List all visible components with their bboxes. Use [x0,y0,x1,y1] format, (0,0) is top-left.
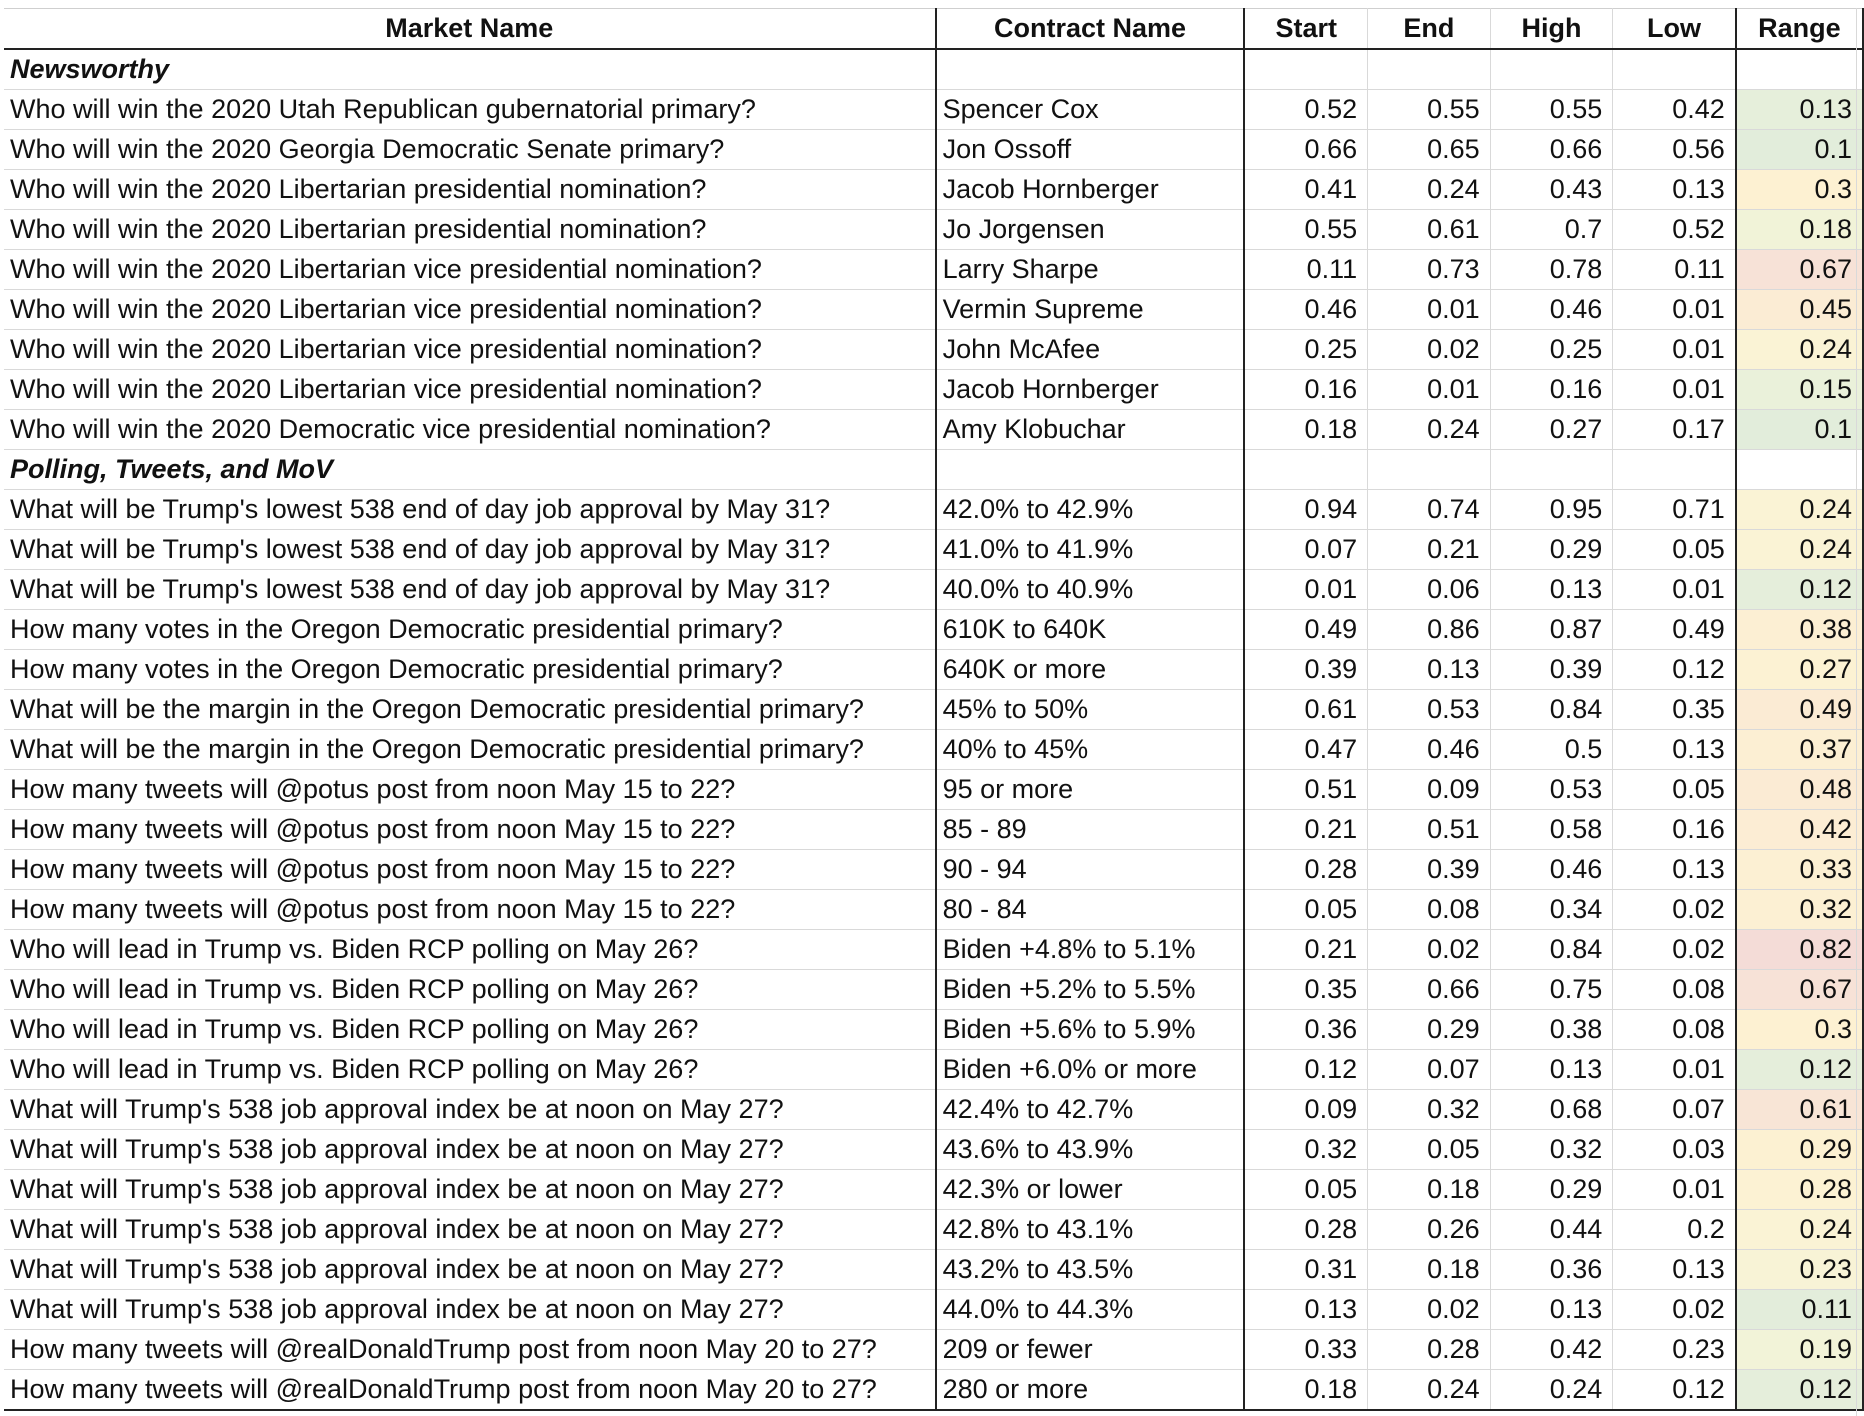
cell-range[interactable]: 0.24 [1736,330,1863,370]
cell-high[interactable]: 0.38 [1490,1010,1613,1050]
cell-high[interactable]: 0.43 [1490,170,1613,210]
table-row [4,370,1863,410]
cell-market-name[interactable]: How many tweets will @potus post from noon May 15 to 22? [4,770,936,810]
cell-contract-name[interactable]: Vermin Supreme [936,290,1245,330]
cell-low[interactable]: 0.16 [1613,810,1736,850]
cell-contract-name[interactable]: Jo Jorgensen [936,210,1245,250]
cell-contract-name[interactable]: Biden +5.2% to 5.5% [936,970,1245,1010]
table-body [4,49,1863,1410]
cell-market-name[interactable]: What will Trump's 538 job approval index be at noon on May 27? [4,1130,936,1170]
cell-low[interactable] [1613,49,1736,90]
header-high[interactable]: High [1490,9,1613,50]
cell-range[interactable]: 0.67 [1736,970,1863,1010]
cell-end[interactable]: 0.24 [1368,410,1491,450]
cell-end[interactable]: 0.01 [1368,290,1491,330]
cell-start[interactable]: 0.18 [1244,1370,1367,1411]
cell-end[interactable]: 0.02 [1368,1290,1491,1330]
cell-high[interactable]: 0.24 [1490,1370,1613,1411]
cell-start[interactable]: 0.66 [1244,130,1367,170]
cell-range[interactable]: 0.32 [1736,890,1863,930]
cell-high[interactable]: 0.27 [1490,410,1613,450]
cell-contract-name[interactable]: 610K to 640K [936,610,1245,650]
cell-contract-name[interactable] [936,49,1245,90]
cell-end[interactable]: 0.24 [1368,170,1491,210]
cell-range[interactable]: 0.45 [1736,290,1863,330]
cell-start[interactable]: 0.39 [1244,650,1367,690]
table-row [4,850,1863,890]
cell-end[interactable]: 0.51 [1368,810,1491,850]
cell-market-name[interactable]: What will be Trump's lowest 538 end of day job approval by May 31? [4,530,936,570]
cell-contract-name[interactable]: Spencer Cox [936,90,1245,130]
cell-end[interactable]: 0.66 [1368,970,1491,1010]
cell-high[interactable]: 0.32 [1490,1130,1613,1170]
cell-market-name[interactable]: What will Trump's 538 job approval index be at noon on May 27? [4,1290,936,1330]
cell-end[interactable]: 0.28 [1368,1330,1491,1370]
cell-contract-name[interactable]: John McAfee [936,330,1245,370]
cell-contract-name[interactable]: 40.0% to 40.9% [936,570,1245,610]
table-row [4,730,1863,770]
cell-end[interactable] [1368,450,1491,490]
cell-end[interactable]: 0.29 [1368,1010,1491,1050]
cell-contract-name[interactable]: 95 or more [936,770,1245,810]
cell-end[interactable]: 0.65 [1368,130,1491,170]
cell-start[interactable]: 0.16 [1244,370,1367,410]
cell-low[interactable]: 0.02 [1613,1290,1736,1330]
cell-start[interactable]: 0.49 [1244,610,1367,650]
gridline [1856,8,1857,1416]
cell-start[interactable]: 0.11 [1244,250,1367,290]
cell-end[interactable]: 0.39 [1368,850,1491,890]
cell-end[interactable]: 0.18 [1368,1170,1491,1210]
cell-low[interactable] [1613,450,1736,490]
cell-market-name[interactable]: Who will win the 2020 Libertarian vice presidential nomination? [4,330,936,370]
cell-low[interactable]: 0.13 [1613,850,1736,890]
table-row [4,90,1863,130]
cell-low[interactable]: 0.49 [1613,610,1736,650]
cell-start[interactable]: 0.21 [1244,810,1367,850]
cell-market-name[interactable]: What will Trump's 538 job approval index be at noon on May 27? [4,1250,936,1290]
cell-start[interactable]: 0.61 [1244,690,1367,730]
header-start[interactable]: Start [1244,9,1367,50]
cell-contract-name[interactable]: 640K or more [936,650,1245,690]
header-row [4,9,1863,50]
cell-start[interactable]: 0.31 [1244,1250,1367,1290]
cell-range[interactable]: 0.48 [1736,770,1863,810]
cell-range[interactable]: 0.61 [1736,1090,1863,1130]
cell-high[interactable]: 0.16 [1490,370,1613,410]
cell-low[interactable]: 0.12 [1613,650,1736,690]
cell-start[interactable] [1244,49,1367,90]
cell-end[interactable]: 0.13 [1368,650,1491,690]
cell-low[interactable]: 0.01 [1613,1050,1736,1090]
table-row [4,570,1863,610]
cell-start[interactable]: 0.33 [1244,1330,1367,1370]
table-row [4,890,1863,930]
cell-low[interactable]: 0.02 [1613,890,1736,930]
cell-high[interactable]: 0.84 [1490,930,1613,970]
cell-start[interactable]: 0.13 [1244,1290,1367,1330]
cell-high[interactable]: 0.46 [1490,290,1613,330]
cell-market-name[interactable]: Polling, Tweets, and MoV [4,450,936,490]
cell-market-name[interactable]: Who will win the 2020 Libertarian vice presidential nomination? [4,250,936,290]
cell-range[interactable]: 0.42 [1736,810,1863,850]
cell-range[interactable]: 0.49 [1736,690,1863,730]
cell-low[interactable]: 0.02 [1613,930,1736,970]
table-row [4,290,1863,330]
cell-market-name[interactable]: How many tweets will @potus post from noon May 15 to 22? [4,810,936,850]
table-row [4,610,1863,650]
cell-market-name[interactable]: Who will lead in Trump vs. Biden RCP polling on May 26? [4,1010,936,1050]
cell-range[interactable]: 0.29 [1736,1130,1863,1170]
cell-end[interactable]: 0.02 [1368,330,1491,370]
cell-range[interactable]: 0.24 [1736,490,1863,530]
cell-end[interactable]: 0.24 [1368,1370,1491,1411]
cell-contract-name[interactable]: 40% to 45% [936,730,1245,770]
cell-low[interactable]: 0.01 [1613,290,1736,330]
header-contract-name[interactable]: Contract Name [936,9,1245,50]
cell-low[interactable]: 0.12 [1613,1370,1736,1411]
cell-market-name[interactable]: Who will lead in Trump vs. Biden RCP polling on May 26? [4,930,936,970]
cell-market-name[interactable]: Who will win the 2020 Utah Republican gubernatorial primary? [4,90,936,130]
cell-end[interactable]: 0.73 [1368,250,1491,290]
cell-low[interactable]: 0.13 [1613,170,1736,210]
cell-contract-name[interactable]: Jon Ossoff [936,130,1245,170]
cell-start[interactable]: 0.28 [1244,1210,1367,1250]
cell-contract-name[interactable]: 209 or fewer [936,1330,1245,1370]
cell-start[interactable]: 0.52 [1244,90,1367,130]
table-row [4,650,1863,690]
cell-market-name[interactable]: Who will win the 2020 Libertarian vice presidential nomination? [4,370,936,410]
cell-start[interactable]: 0.47 [1244,730,1367,770]
cell-start[interactable]: 0.01 [1244,570,1367,610]
cell-contract-name[interactable]: 90 - 94 [936,850,1245,890]
cell-low[interactable]: 0.52 [1613,210,1736,250]
cell-market-name[interactable]: How many votes in the Oregon Democratic presidential primary? [4,610,936,650]
cell-market-name[interactable]: How many tweets will @realDonaldTrump post from noon May 20 to 27? [4,1330,936,1370]
table-row [4,1170,1863,1210]
cell-high[interactable] [1490,450,1613,490]
cell-low[interactable]: 0.01 [1613,1170,1736,1210]
cell-market-name[interactable]: Who will win the 2020 Democratic vice presidential nomination? [4,410,936,450]
table-row [4,1130,1863,1170]
cell-high[interactable]: 0.66 [1490,130,1613,170]
cell-high[interactable]: 0.55 [1490,90,1613,130]
cell-low[interactable]: 0.01 [1613,570,1736,610]
cell-low[interactable]: 0.56 [1613,130,1736,170]
cell-low[interactable]: 0.13 [1613,730,1736,770]
cell-start[interactable]: 0.41 [1244,170,1367,210]
header-low[interactable]: Low [1613,9,1736,50]
cell-range[interactable]: 0.1 [1736,410,1863,450]
cell-market-name[interactable]: What will Trump's 538 job approval index be at noon on May 27? [4,1170,936,1210]
cell-low[interactable]: 0.08 [1613,1010,1736,1050]
cell-high[interactable]: 0.34 [1490,890,1613,930]
cell-market-name[interactable]: Who will lead in Trump vs. Biden RCP polling on May 26? [4,970,936,1010]
cell-low[interactable]: 0.01 [1613,330,1736,370]
header-market-name[interactable]: Market Name [4,9,936,50]
cell-contract-name[interactable]: 41.0% to 41.9% [936,530,1245,570]
header-end[interactable]: End [1368,9,1491,50]
cell-high[interactable] [1490,49,1613,90]
cell-end[interactable] [1368,49,1491,90]
cell-high[interactable]: 0.29 [1490,530,1613,570]
cell-market-name[interactable]: Who will win the 2020 Georgia Democratic Senate primary? [4,130,936,170]
cell-end[interactable]: 0.86 [1368,610,1491,650]
cell-low[interactable]: 0.03 [1613,1130,1736,1170]
cell-contract-name[interactable]: 42.0% to 42.9% [936,490,1245,530]
cell-low[interactable]: 0.13 [1613,1250,1736,1290]
cell-start[interactable]: 0.05 [1244,890,1367,930]
cell-high[interactable]: 0.13 [1490,570,1613,610]
cell-range[interactable]: 0.27 [1736,650,1863,690]
cell-range[interactable]: 0.12 [1736,1050,1863,1090]
cell-start[interactable]: 0.32 [1244,1130,1367,1170]
table-row [4,1090,1863,1130]
cell-market-name[interactable]: Who will win the 2020 Libertarian presidential nomination? [4,170,936,210]
cell-range[interactable]: 0.3 [1736,1010,1863,1050]
cell-low[interactable]: 0.42 [1613,90,1736,130]
cell-start[interactable]: 0.46 [1244,290,1367,330]
cell-range[interactable] [1736,450,1863,490]
cell-contract-name[interactable]: 43.2% to 43.5% [936,1250,1245,1290]
cell-contract-name[interactable]: 80 - 84 [936,890,1245,930]
cell-market-name[interactable]: What will be the margin in the Oregon Democratic presidential primary? [4,690,936,730]
cell-range[interactable]: 0.33 [1736,850,1863,890]
cell-low[interactable]: 0.05 [1613,530,1736,570]
cell-market-name[interactable]: What will Trump's 538 job approval index be at noon on May 27? [4,1090,936,1130]
cell-high[interactable]: 0.5 [1490,730,1613,770]
cell-start[interactable]: 0.25 [1244,330,1367,370]
cell-contract-name[interactable]: 44.0% to 44.3% [936,1290,1245,1330]
table-row [4,210,1863,250]
cell-contract-name[interactable]: 280 or more [936,1370,1245,1411]
cell-range[interactable]: 0.19 [1736,1330,1863,1370]
cell-end[interactable]: 0.05 [1368,1130,1491,1170]
cell-low[interactable]: 0.08 [1613,970,1736,1010]
cell-contract-name[interactable]: Larry Sharpe [936,250,1245,290]
cell-high[interactable]: 0.29 [1490,1170,1613,1210]
cell-end[interactable]: 0.01 [1368,370,1491,410]
cell-start[interactable]: 0.28 [1244,850,1367,890]
cell-range[interactable]: 0.67 [1736,250,1863,290]
cell-low[interactable]: 0.11 [1613,250,1736,290]
cell-high[interactable]: 0.95 [1490,490,1613,530]
cell-low[interactable]: 0.07 [1613,1090,1736,1130]
cell-end[interactable]: 0.53 [1368,690,1491,730]
cell-market-name[interactable]: How many tweets will @potus post from noon May 15 to 22? [4,890,936,930]
cell-low[interactable]: 0.71 [1613,490,1736,530]
table-row [4,330,1863,370]
cell-contract-name[interactable]: Jacob Hornberger [936,170,1245,210]
cell-contract-name[interactable]: 85 - 89 [936,810,1245,850]
cell-contract-name[interactable]: 45% to 50% [936,690,1245,730]
cell-low[interactable]: 0.23 [1613,1330,1736,1370]
cell-range[interactable]: 0.82 [1736,930,1863,970]
cell-contract-name[interactable]: 42.4% to 42.7% [936,1090,1245,1130]
cell-end[interactable]: 0.08 [1368,890,1491,930]
table-row [4,690,1863,730]
cell-market-name[interactable]: What will be Trump's lowest 538 end of day job approval by May 31? [4,570,936,610]
cell-contract-name[interactable]: Biden +5.6% to 5.9% [936,1010,1245,1050]
cell-high[interactable]: 0.87 [1490,610,1613,650]
cell-end[interactable]: 0.46 [1368,730,1491,770]
cell-market-name[interactable]: What will be Trump's lowest 538 end of day job approval by May 31? [4,490,936,530]
cell-end[interactable]: 0.21 [1368,530,1491,570]
cell-low[interactable]: 0.2 [1613,1210,1736,1250]
cell-range[interactable]: 0.28 [1736,1170,1863,1210]
table-row [4,1010,1863,1050]
cell-high[interactable]: 0.58 [1490,810,1613,850]
cell-range[interactable]: 0.23 [1736,1250,1863,1290]
cell-start[interactable] [1244,450,1367,490]
table-row [4,530,1863,570]
cell-start[interactable]: 0.09 [1244,1090,1367,1130]
cell-start[interactable]: 0.18 [1244,410,1367,450]
cell-end[interactable]: 0.06 [1368,570,1491,610]
table-row [4,970,1863,1010]
cell-contract-name[interactable]: 42.8% to 43.1% [936,1210,1245,1250]
cell-range[interactable]: 0.11 [1736,1290,1863,1330]
cell-start[interactable]: 0.35 [1244,970,1367,1010]
cell-market-name[interactable]: Who will lead in Trump vs. Biden RCP polling on May 26? [4,1050,936,1090]
cell-end[interactable]: 0.07 [1368,1050,1491,1090]
cell-contract-name[interactable]: Biden +4.8% to 5.1% [936,930,1245,970]
cell-high[interactable]: 0.25 [1490,330,1613,370]
cell-market-name[interactable]: Who will win the 2020 Libertarian presidential nomination? [4,210,936,250]
cell-high[interactable]: 0.39 [1490,650,1613,690]
header-range[interactable]: Range [1736,9,1863,50]
cell-market-name[interactable]: How many votes in the Oregon Democratic presidential primary? [4,650,936,690]
table-row [4,490,1863,530]
cell-high[interactable]: 0.13 [1490,1050,1613,1090]
table-row [4,250,1863,290]
cell-start[interactable]: 0.94 [1244,490,1367,530]
table-row [4,1250,1863,1290]
cell-high[interactable]: 0.68 [1490,1090,1613,1130]
cell-high[interactable]: 0.53 [1490,770,1613,810]
cell-contract-name[interactable]: Biden +6.0% or more [936,1050,1245,1090]
market-table [4,8,1864,1411]
cell-contract-name[interactable]: 42.3% or lower [936,1170,1245,1210]
cell-high[interactable]: 0.7 [1490,210,1613,250]
cell-start[interactable]: 0.36 [1244,1010,1367,1050]
cell-range[interactable]: 0.24 [1736,530,1863,570]
table-row [4,1210,1863,1250]
cell-high[interactable]: 0.42 [1490,1330,1613,1370]
cell-start[interactable]: 0.51 [1244,770,1367,810]
table-row [4,1050,1863,1090]
cell-high[interactable]: 0.13 [1490,1290,1613,1330]
table-row [4,810,1863,850]
cell-high[interactable]: 0.78 [1490,250,1613,290]
cell-range[interactable]: 0.18 [1736,210,1863,250]
cell-end[interactable]: 0.61 [1368,210,1491,250]
table-row [4,930,1863,970]
cell-high[interactable]: 0.84 [1490,690,1613,730]
cell-contract-name[interactable] [936,450,1245,490]
cell-end[interactable]: 0.09 [1368,770,1491,810]
table-row [4,130,1863,170]
cell-market-name[interactable]: How many tweets will @realDonaldTrump post from noon May 20 to 27? [4,1370,936,1411]
cell-end[interactable]: 0.02 [1368,930,1491,970]
table-row [4,410,1863,450]
cell-high[interactable]: 0.44 [1490,1210,1613,1250]
cell-range[interactable]: 0.24 [1736,1210,1863,1250]
table-row [4,1290,1863,1330]
table-row [4,170,1863,210]
cell-start[interactable]: 0.21 [1244,930,1367,970]
cell-market-name[interactable]: Newsworthy [4,49,936,90]
cell-market-name[interactable]: What will be the margin in the Oregon Democratic presidential primary? [4,730,936,770]
cell-start[interactable]: 0.12 [1244,1050,1367,1090]
cell-end[interactable]: 0.18 [1368,1250,1491,1290]
cell-range[interactable] [1736,49,1863,90]
cell-contract-name[interactable]: Jacob Hornberger [936,370,1245,410]
cell-range[interactable]: 0.12 [1736,570,1863,610]
table-row [4,770,1863,810]
cell-range[interactable]: 0.3 [1736,170,1863,210]
cell-range[interactable]: 0.12 [1736,1370,1863,1411]
cell-start[interactable]: 0.05 [1244,1170,1367,1210]
cell-market-name[interactable]: How many tweets will @potus post from noon May 15 to 22? [4,850,936,890]
cell-low[interactable]: 0.05 [1613,770,1736,810]
cell-range[interactable]: 0.13 [1736,90,1863,130]
cell-range[interactable]: 0.37 [1736,730,1863,770]
table-row [4,1330,1863,1370]
cell-end[interactable]: 0.55 [1368,90,1491,130]
section-row [4,49,1863,90]
section-row [4,450,1863,490]
cell-start[interactable]: 0.07 [1244,530,1367,570]
cell-range[interactable]: 0.15 [1736,370,1863,410]
cell-low[interactable]: 0.17 [1613,410,1736,450]
cell-high[interactable]: 0.46 [1490,850,1613,890]
cell-start[interactable]: 0.55 [1244,210,1367,250]
cell-high[interactable]: 0.75 [1490,970,1613,1010]
cell-low[interactable]: 0.01 [1613,370,1736,410]
cell-range[interactable]: 0.1 [1736,130,1863,170]
cell-end[interactable]: 0.74 [1368,490,1491,530]
cell-high[interactable]: 0.36 [1490,1250,1613,1290]
cell-market-name[interactable]: Who will win the 2020 Libertarian vice presidential nomination? [4,290,936,330]
cell-contract-name[interactable]: Amy Klobuchar [936,410,1245,450]
cell-low[interactable]: 0.35 [1613,690,1736,730]
cell-contract-name[interactable]: 43.6% to 43.9% [936,1130,1245,1170]
cell-end[interactable]: 0.32 [1368,1090,1491,1130]
cell-end[interactable]: 0.26 [1368,1210,1491,1250]
table-row [4,1370,1863,1411]
cell-market-name[interactable]: What will Trump's 538 job approval index be at noon on May 27? [4,1210,936,1250]
cell-range[interactable]: 0.38 [1736,610,1863,650]
